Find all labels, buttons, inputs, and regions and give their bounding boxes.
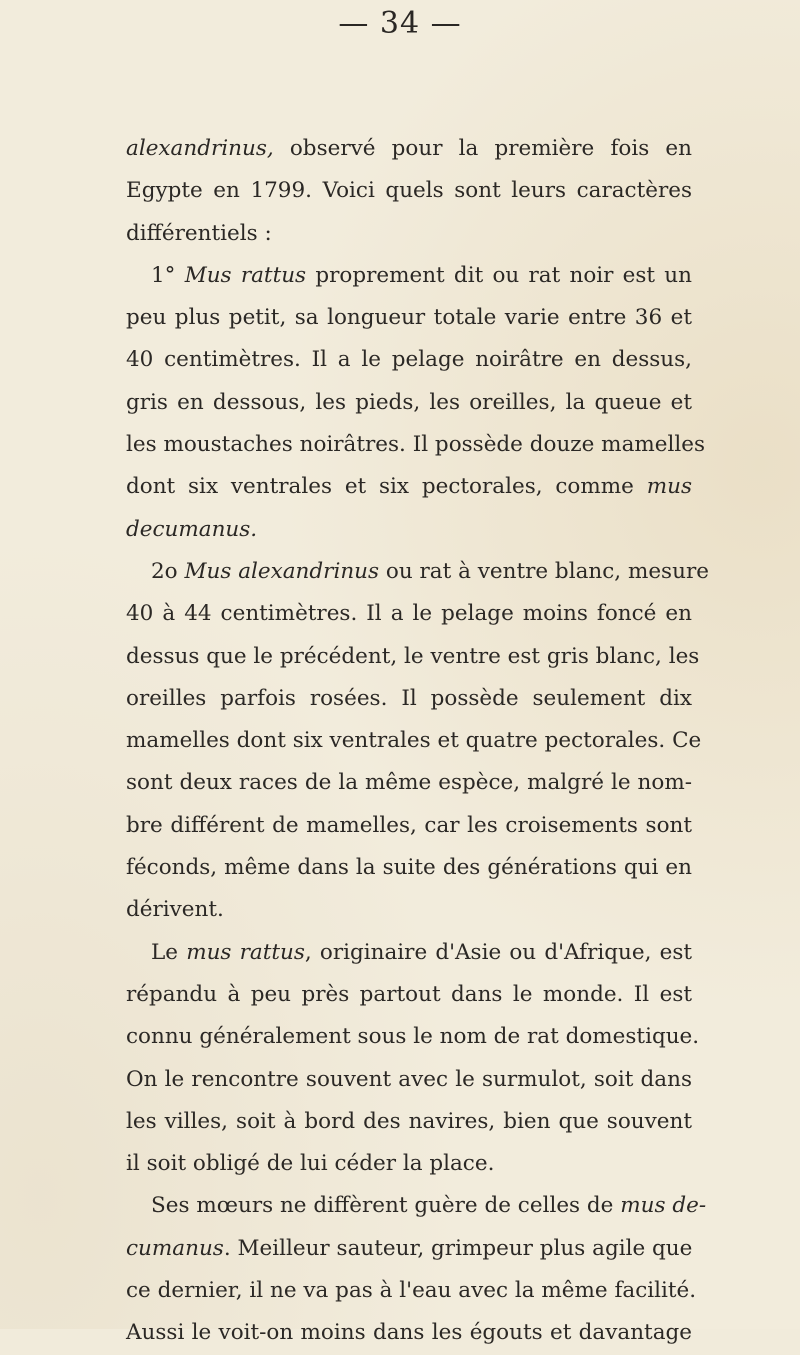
text-line: Egypte en 1799. Voici quels sont leurs caractères [126,178,692,204]
species-name: Mus rattus [184,262,307,288]
species-name: mus rattus [186,939,305,965]
species-name: cumanus [126,1235,224,1261]
species-name: mus [646,474,692,500]
text-line: alexandrinus, observé pour la première fois en [126,136,692,161]
text-line: mamelles dont six ventrales et quatre pectorales. Ce [126,728,702,754]
text-line: bre différent de mamelles, car les croisements sont [126,812,692,838]
text-line: peu plus petit, sa longueur totale varie entre 36 et [126,305,692,331]
text-line: dérivent. [126,897,224,923]
text-line: dont six ventrales et six pectorales, comme mus [126,474,692,500]
text-line: oreilles parfois rosées. Il possède seulement dix [126,685,692,711]
text-line: connu généralement sous le nom de rat domestique. [126,1024,700,1050]
species-name: decumanus. [126,516,258,542]
species-name: mus de- [620,1193,707,1219]
text-line: dessus que le précédent, le ventre est gris blanc, les [126,643,700,669]
text-line: Aussi le voit-on moins dans les égouts et davantage [126,1320,692,1346]
text-line: répandu à peu près partout dans le monde. Il est [126,981,692,1007]
text-line: On le rencontre souvent avec le surmulot, soit dans [126,1066,692,1092]
text-line: gris en dessous, les pieds, les oreilles, la queue et [126,389,692,415]
text-line: les moustaches noirâtres. Il possède douze mamelles [126,432,706,458]
text-line: 40 à 44 centimètres. Il a le pelage moins foncé en [126,601,692,627]
species-name: Mus alexandrinus [184,558,380,584]
text-line: 1° Mus rattus proprement dit ou rat noir est un [151,262,693,288]
text-line: les villes, soit à bord des navires, bien que souvent [126,1108,692,1134]
text-line: ce dernier, il ne va pas à l'eau avec la même facilité. [126,1278,697,1304]
text-line [126,509,692,551]
body-text [126,128,709,1355]
text-line: Ses mœurs ne diffèrent guère de celles de mus de- [151,1193,707,1219]
text-line: féconds, même dans la suite des générations qui en [126,855,692,881]
page-number: — 34 — [338,6,462,41]
species-name: alexandrinus, [126,136,274,161]
text-line: différentiels : [126,220,272,246]
text-line: sont deux races de la même espèce, malgré le nom- [126,770,692,796]
text-line: 2o Mus alexandrinus ou rat à ventre blanc, mesure [151,558,709,584]
text-line: il soit obligé de lui céder la place. [126,1151,495,1177]
text-line: cumanus. Meilleur sauteur, grimpeur plus agile que [126,1235,693,1261]
text-line: Le mus rattus, originaire d'Asie ou d'Afrique, est [151,939,692,965]
text-line: 40 centimètres. Il a le pelage noirâtre en dessus, [126,347,692,373]
